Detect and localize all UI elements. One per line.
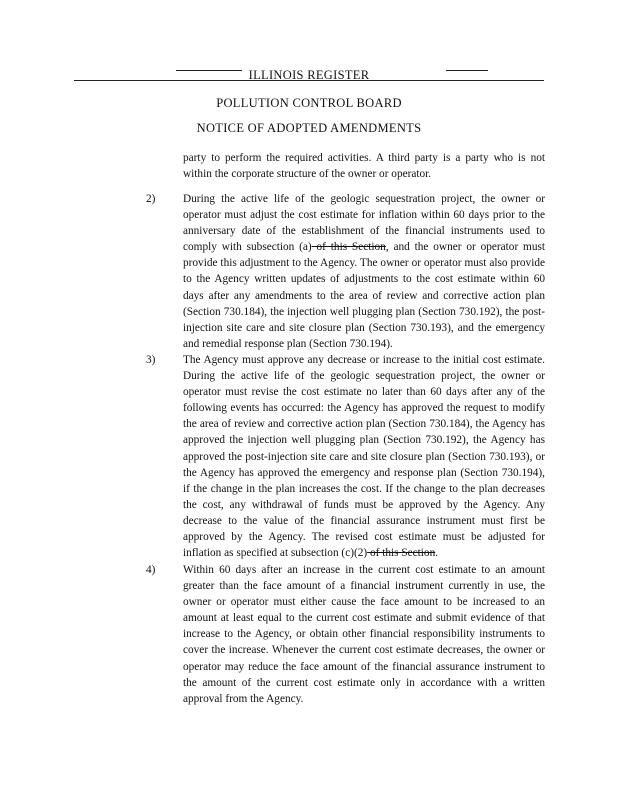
item-number-3: 3): [146, 354, 156, 366]
item-paragraph-4: [183, 562, 545, 707]
item-3-text-b: .: [435, 547, 439, 560]
register-title: ILLINOIS REGISTER: [248, 68, 370, 82]
continuation-paragraph: party to perform the required activities. A third party is a party who is not within the corporate structure of the owner or operator.: [183, 152, 545, 181]
item-2-text-b: , and the owner or operator must provide this adjustment to the Agency. The owner or operator must also provide to the Agency written updates of adjustments to the cost estimate within 60 days after any amendments to the area of review and corrective action plan (Section 730.184), the injection well plugging plan (Section 730.192), the post-injection site care and site closure plan (Section 730.193), and the emergency and remedial response plan (Section 730.194).: [183, 241, 546, 350]
item-number-2: 2): [146, 193, 156, 205]
item-3-text-a: The Agency must approve any decrease or increase to the initial cost estimate. During the active life of the geologic sequestration project, the owner or operator must revise the cost estimate no later than 60 days after any of the following events has occurred: the Agency has approved the request to modify the area of review and corrective action plan (Section 730.184), the Agency has approved the injection well plugging plan (Section 730.192), the Agency has approved the post-injection site care and site closure plan (Section 730.193), or the Agency has approved the emergency and response plan (Section 730.194), if the change in the plan increases the cost. If the change to the plan decreases the cost, any withdrawal of funds must be approved by the Agency. Any decrease to the value of the financial assurance instrument must first be approved by the Agency. The revised cost estimate must be adjusted for inflation as specified at subsection (c)(2): [183, 354, 545, 560]
item-2-struck-text: of this Section: [311, 241, 386, 254]
item-2-text-a: During the active life of the geologic sequestration project, the owner or operator must adjust the cost estimate for inflation within 60 days prior to the anniversary date of the establishment of the financial instruments used to comply with subsection (a): [183, 193, 545, 254]
board-name: POLLUTION CONTROL BOARD: [216, 96, 402, 110]
item-3-struck-text: of this Section: [367, 547, 436, 560]
item-number-4: 4): [146, 564, 156, 576]
notice-title: NOTICE OF ADOPTED AMENDMENTS: [196, 121, 422, 135]
item-paragraph-2: [183, 191, 545, 352]
item-4-text-a: Within 60 days after an increase in the current cost estimate to an amount greater than the face amount of a financial instrument currently in use, the owner or operator must either cause the face amount to be increased to an amount at least equal to the current cost estimate and submit evidence of that increase to the Agency, or obtain other financial responsibility instruments to cover the increase. Whenever the current cost estimate decreases, the owner or operator may reduce the face amount of the financial assurance instrument to the amount of the current cost estimate only in accordance with a written approval from the Agency.: [183, 564, 545, 705]
item-paragraph-3: [183, 352, 545, 561]
